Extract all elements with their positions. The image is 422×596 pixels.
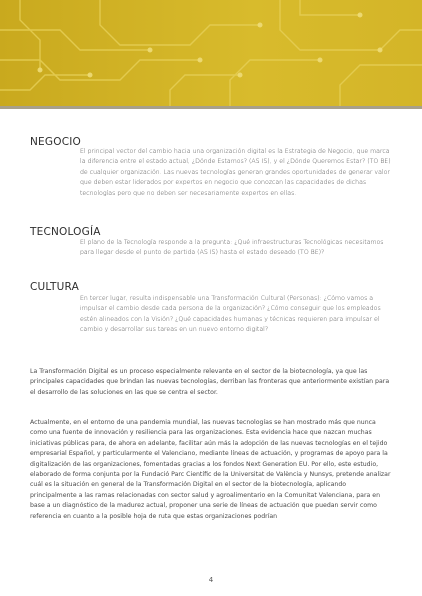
section-body-cultura: En tercer lugar, resulta indispensable una Transformación Cultural (Personas): ¿Cómo vamos a impulsar el cambio desde cada persona de la organización? ¿Cómo conseguir que los empleados estén alineados con la Visión? ¿Qué capacidades humanas y técnicas requieren para impulsar el cambio y desarrollar sus tareas en un nuevo entorno digital? — [80, 295, 381, 334]
paragraph-context: Actualmente, en el entorno de una pandemia mundial, las nuevas tecnologías se han mostrado más que nunca como una fuente de innovación y resiliencia para las organizaciones. Esta evidencia hace que nazcan muchas iniciativas públicas para, de ahora en adelante, facilitar aún más la adopción de las nuevas tecnologías en el tejido empresarial Español, y particularmente el Valenciano, mediante líneas de actuación, y programas de apoyo para la digitalización de las organizaciones, fomentadas gracias a los fondos Next Generation EU. Por ello, este estudio, elaborado de forma conjunta por la Fundació Parc Científic de la Universitat de València y Nunsys, pretende analizar cuál es la situación en general de la Transformación Digital en el sector de la biotecnología, aplicando principalmente a las ramas relacionadas con sector salud y agroalimentario en la Comunitat Valenciana, para en base a un diagnóstico de la madurez actual, proponer una serie de líneas de actuación que puedan servir como referencia en cuanto a la posible hoja de ruta que estas organizaciones podrían — [30, 419, 391, 520]
circuit-banner — [0, 0, 422, 106]
section-title-tecnologia: TECNOLOGÍA — [30, 226, 101, 238]
section-body-tecnologia: El plano de la Tecnología responde a la pregunta: ¿Qué infraestructuras Tecnológicas necesitamos para llegar desde el punto de partida (AS IS) hasta el estado deseado (TO BE)? — [80, 239, 384, 257]
section-body-negocio: El principal vector del cambio hacia una organización digital es la Estrategia de Negocio, que marca la diferencia entre el estado actual, ¿Dónde Estamos? (AS IS), y el ¿Dónde Queremos Estar? (TO BE) de cualquier organización. Las nuevas tecnologías generan grandes oportunidades de generar valor que deben estar liderados por expertos en negocio que conozcan las capacidades de dichas tecnologías pero que no deben ser necesariamente expertos en ellas. — [80, 148, 391, 197]
page-number: 4 — [208, 576, 214, 584]
section-title-cultura: CULTURA — [30, 281, 79, 293]
banner-divider — [0, 106, 422, 109]
section-title-negocio: NEGOCIO — [30, 136, 81, 148]
circuit-pattern-icon — [0, 0, 422, 106]
paragraph-intro: La Transformación Digital es un proceso especialmente relevante en el sector de la biotecnología, ya que las principales capacidades que brindan las nuevas tecnologías, derriban las fronteras que anteriormente existían para el desarrollo de las soluciones en las que se centra el sector. — [30, 368, 390, 396]
